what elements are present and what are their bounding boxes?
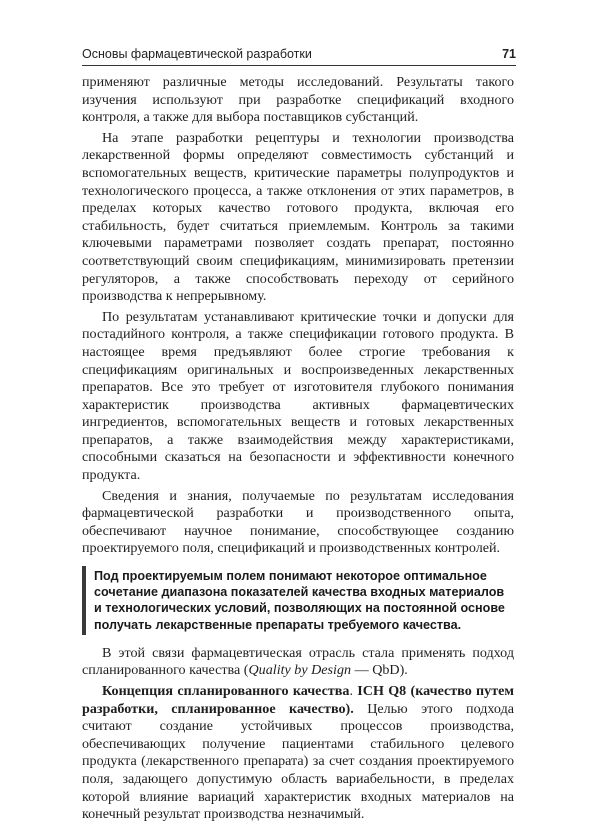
qbd-dash: — <box>351 662 373 679</box>
paragraph-knowledge: Сведения и знания, получаемые по результатам исследования фармацевтической разработки и производственного опыта, обеспечивают научное понимание, способствующее созданию проектируемого поля, спецификаций и производственных контролей. <box>82 487 514 557</box>
definition-text: Под проектируемым полем понимают некоторое оптимальное сочетание диапазона показателей качества входных материалов и технологических условий, позволяющих на постоянной основе получать лекарственные препараты требуемого качества. <box>94 569 505 632</box>
qbd-text-after: ). <box>399 662 408 679</box>
concept-ich-reference: ICH Q8 (качество путем разработки, спланированное качество). <box>82 683 515 717</box>
concept-separator: . <box>349 683 358 700</box>
paragraph-control-points: По результатам устанавливают критические точки и допуски для постадийного контроля, а также спецификации готового продукта. В настоящее время предъявляют более строгие требования к спецификациям оригинальных и воспроизведенных лекарственных препаратов. Все это требует от изготовителя глубокого понимания характеристик производства активных фармацевтических ингредиентов, вспомогательных веществ и готовых лекарственных препаратов, а также взаимодействия между характеристиками, способными сказаться на безопасности и эффективности конечного продукта. <box>82 308 514 484</box>
paragraph-qbd <box>82 645 514 680</box>
paragraph-concept <box>82 683 514 824</box>
body-text <box>82 74 514 824</box>
page-number: 71 <box>502 47 516 61</box>
qbd-abbrev: QbD <box>372 662 400 679</box>
concept-text: Целью этого подхода считают создание устойчивых процессов производства, обеспечивающих получение пациентами стабильного целевого продукта (лекарственного препарата) за счет создания проектируемого поля, задающего допустимую область вариабельности, в пределах которой влияние вариаций характеристик входных материалов на конечный результат производства незначимый. <box>82 700 514 823</box>
running-title: Основы фармацевтической разработки <box>82 47 312 61</box>
qbd-text-before: В этой связи фармацевтическая отрасль стала применять подход спланированного качества ( <box>82 644 514 679</box>
running-header <box>82 47 516 66</box>
paragraph-formulation: На этапе разработки рецептуры и технологии производства лекарственной формы определяют совместимость субстанций и вспомогательных веществ, критические параметры полупродуктов и технологического процесса, а также отклонения от этих параметров, в пределах которых качество готового продукта, включая его стабильность, будет считаться приемлемым. Контроль за такими ключевыми параметрами позволяет создать препарат, постоянно соответствующий своим спецификациям, минимизировать претензии регуляторов, а также способствовать переходу от серийного производства к непрерывному. <box>82 129 514 305</box>
qbd-term: Quality by Design <box>248 662 352 679</box>
definition-callout <box>82 566 514 635</box>
paragraph-continuation: применяют различные методы исследований. Результаты такого изучения используют при разработке спецификаций входного контроля, а также для выбора поставщиков субстанций. <box>82 74 514 126</box>
concept-title: Концепция спланированного качества <box>102 683 350 700</box>
